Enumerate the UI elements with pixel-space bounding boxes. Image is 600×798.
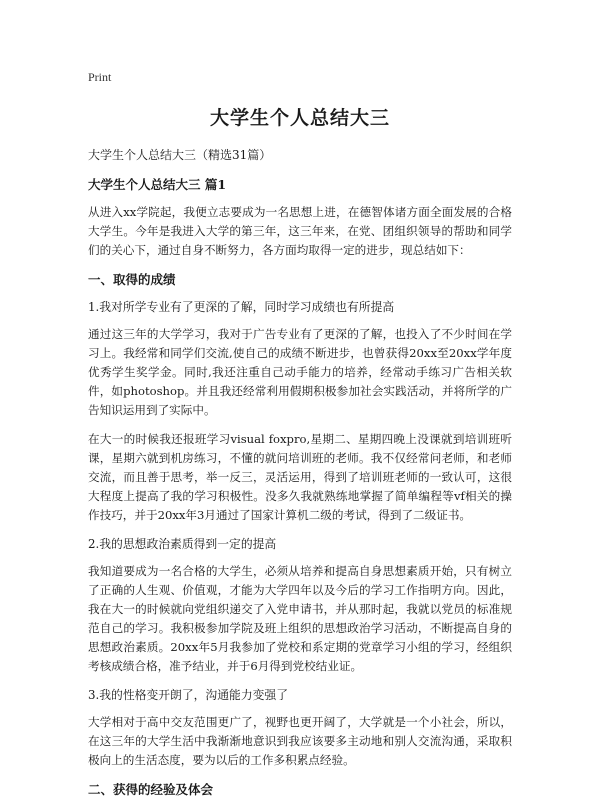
intro-paragraph: 从进入xx学院起，我便立志要成为一名思想上进，在德智体诸方面全面发展的合格大学生。今年是我进入大学的第三年，这三年来，在党、团组织领导的帮助和同学们的关心下，通过自身不断努力，各方面均取得一定的进步，现总结如下： [88,205,512,257]
paragraph-major-2: 在大一的时候我还报班学习visual foxpro,星期二、星期四晚上没课就到培训班听课，星期六就到机房练习，不懂的就问培训班的老师。我不仅经常问老师，和老师交流，而且善于思考，举一反三，灵活运用，得到了培训班老师的一致认可，这很大程度上提高了我的学习积极性。没多久我就熟练地掌握了简单编程等vf相关的操作技巧，并于20xx年3月通过了国家计算机二级的考试，得到了二级证书。 [88,432,512,522]
paragraph-ideology: 我知道要成为一名合格的大学生，必须从培养和提高自身思想素质开始，只有树立了正确的人生观、价值观，才能为大学四年以及今后的学习工作指明方向。因此，我在大一的时候就向党组织递交了入党申请书，并从那时起，我就以党员的标准规范自己的学习。我积极参加学院及班上组织的思想政治学习活动，不断提高自身的思想政治素质。20xx年5月我参加了党校和系定期的党章学习小组的学习，经组织考核成绩合格，准予结业，并于6月得到党校结业证。 [88,564,512,673]
paragraph-major-1: 通过这三年的大学学习，我对于广告专业有了更深的了解，也投入了不少时间在学习上。我经常和同学们交流,使自己的成绩不断进步，也曾获得20xx至20xx学年度优秀学生奖学金。同时,我还注重自己动手能力的培养，经常动手练习广告相关软件，如photoshop。并且我还经常利用假期积极参加社会实践活动，并将所学的广告知识运用到了实际中。 [88,327,512,417]
subheading-personality: 3.我的性格变开朗了，沟通能力变强了 [88,688,289,702]
document-subtitle: 大学生个人总结大三（精选31篇） [88,148,272,162]
paragraph-personality: 大学相对于高中交友范围更广了，视野也更开阔了，大学就是一个小社会，所以，在这三年的大学生活中我渐渐地意识到我应该要多主动地和别人交流沟通，采取积极向上的生活态度，要为以后的工作多积累点经验。 [88,715,512,767]
document-title: 大学生个人总结大三 [209,107,390,129]
print-label: Print [88,70,112,84]
article-heading: 大学生个人总结大三 篇1 [88,177,227,192]
subheading-ideology: 2.我的思想政治素质得到一定的提高 [88,537,277,551]
subheading-major: 1.我对所学专业有了更深的了解，同时学习成绩也有所提高 [88,300,395,314]
section-heading-experience: 二、获得的经验及体会 [88,782,214,797]
section-heading-achievements: 一、取得的成绩 [88,272,176,287]
